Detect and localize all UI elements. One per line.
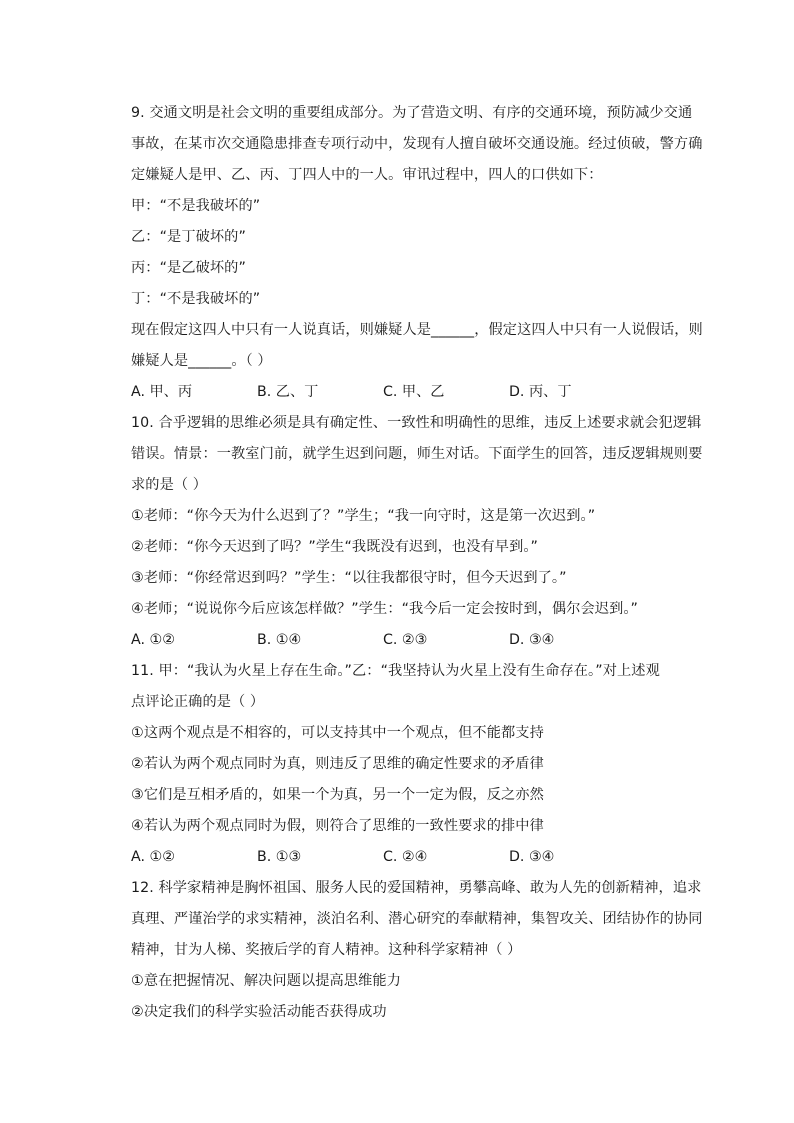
question-12 — [131, 873, 703, 1028]
q9-statement-jia: 甲：“不是我破坏的” — [131, 198, 261, 214]
q11-option-b: B. ①③ — [257, 849, 302, 865]
q11-option-a: A. ①② — [131, 849, 175, 865]
q11-options — [131, 842, 691, 873]
q10-line: 求的是（ ） — [131, 477, 208, 493]
q12-line: 精神，甘为人梯、奖掖后学的育人精神。这种科学家精神（ ） — [131, 942, 522, 958]
q9-line: 事故，在某市次交通隐患排查专项行动中，发现有人擅自破坏交通设施。经过侦破，警方确 — [131, 136, 703, 152]
question-10 — [131, 408, 703, 656]
q11-item-4: ④若认为两个观点同时为假，则符合了思维的一致性要求的排中律 — [131, 818, 544, 834]
q12-item-2: ②决定我们的科学实验活动能否获得成功 — [131, 1004, 387, 1020]
q11-item-3: ③它们是互相矛盾的，如果一个为真，另一个一定为假，反之亦然 — [131, 787, 544, 803]
q10-options — [131, 625, 691, 656]
q10-option-b: B. ①④ — [257, 632, 302, 648]
question-9 — [131, 98, 703, 408]
q9-option-c: C. 甲、乙 — [383, 384, 445, 400]
q9-line: 9. 交通文明是社会文明的重要组成部分。为了营造文明、有序的交通环境，预防减少交通 — [131, 105, 693, 121]
q10-option-a: A. ①② — [131, 632, 175, 648]
q11-line: 11. 甲：“我认为火星上存在生命。”乙：“我坚持认为火星上没有生命存在。”对上述观 — [131, 663, 660, 679]
q9-line: 定嫌疑人是甲、乙、丙、丁四人中的一人。审讯过程中，四人的口供如下： — [131, 167, 603, 183]
q9-line: 嫌疑人是______。（ ） — [131, 353, 272, 369]
q10-option-c: C. ②③ — [383, 632, 428, 648]
q9-line: 现在假定这四人中只有一人说真话，则嫌疑人是______，假定这四人中只有一人说假话，则 — [131, 322, 703, 338]
question-11 — [131, 656, 691, 873]
q9-statement-ding: 丁：“不是我破坏的” — [131, 291, 261, 307]
q12-item-1: ①意在把握情况、解决问题以提高思维能力 — [131, 973, 401, 989]
q12-line: 真理、严谨治学的求实精神，淡泊名利、潜心研究的奉献精神，集智攻关、团结协作的协同 — [131, 911, 703, 927]
q10-item-3: ③老师：“你经常迟到吗？”学生：“以往我都很守时，但今天迟到了。” — [131, 570, 567, 586]
q9-option-a: A. 甲、丙 — [131, 384, 193, 400]
q11-item-1: ①这两个观点是不相容的，可以支持其中一个观点，但不能都支持 — [131, 725, 544, 741]
q9-statement-bing: 丙：“是乙破坏的” — [131, 260, 246, 276]
q11-option-c: C. ②④ — [383, 849, 428, 865]
q10-option-d: D. ③④ — [509, 632, 555, 648]
q10-line: 错误。情景：一教室门前，就学生迟到问题，师生对话。下面学生的回答，违反逻辑规则要 — [131, 446, 703, 462]
q10-item-1: ①老师：“你今天为什么迟到了？”学生；“我一向守时，这是第一次迟到。” — [131, 508, 596, 524]
q10-item-2: ②老师：“你今天迟到了吗？”学生“我既没有迟到，也没有早到。” — [131, 539, 538, 555]
q12-line: 12. 科学家精神是胸怀祖国、服务人民的爱国精神，勇攀高峰、敢为人先的创新精神，追求 — [131, 880, 702, 896]
q11-line: 点评论正确的是（ ） — [131, 694, 265, 710]
question-content — [131, 98, 703, 1028]
q10-line: 10. 合乎逻辑的思维必须是具有确定性、一致性和明确性的思维，违反上述要求就会犯逻辑 — [131, 415, 702, 431]
q9-option-b: B. 乙、丁 — [257, 384, 319, 400]
q9-option-d: D. 丙、丁 — [509, 384, 572, 400]
q11-option-d: D. ③④ — [509, 849, 555, 865]
q10-item-4: ④老师；“说说你今后应该怎样做？”学生：“我今后一定会按时到，偶尔会迟到。” — [131, 601, 639, 617]
q9-statement-yi: 乙：“是丁破坏的” — [131, 229, 246, 245]
q11-item-2: ②若认为两个观点同时为真，则违反了思维的确定性要求的矛盾律 — [131, 756, 544, 772]
q9-options — [131, 377, 691, 408]
